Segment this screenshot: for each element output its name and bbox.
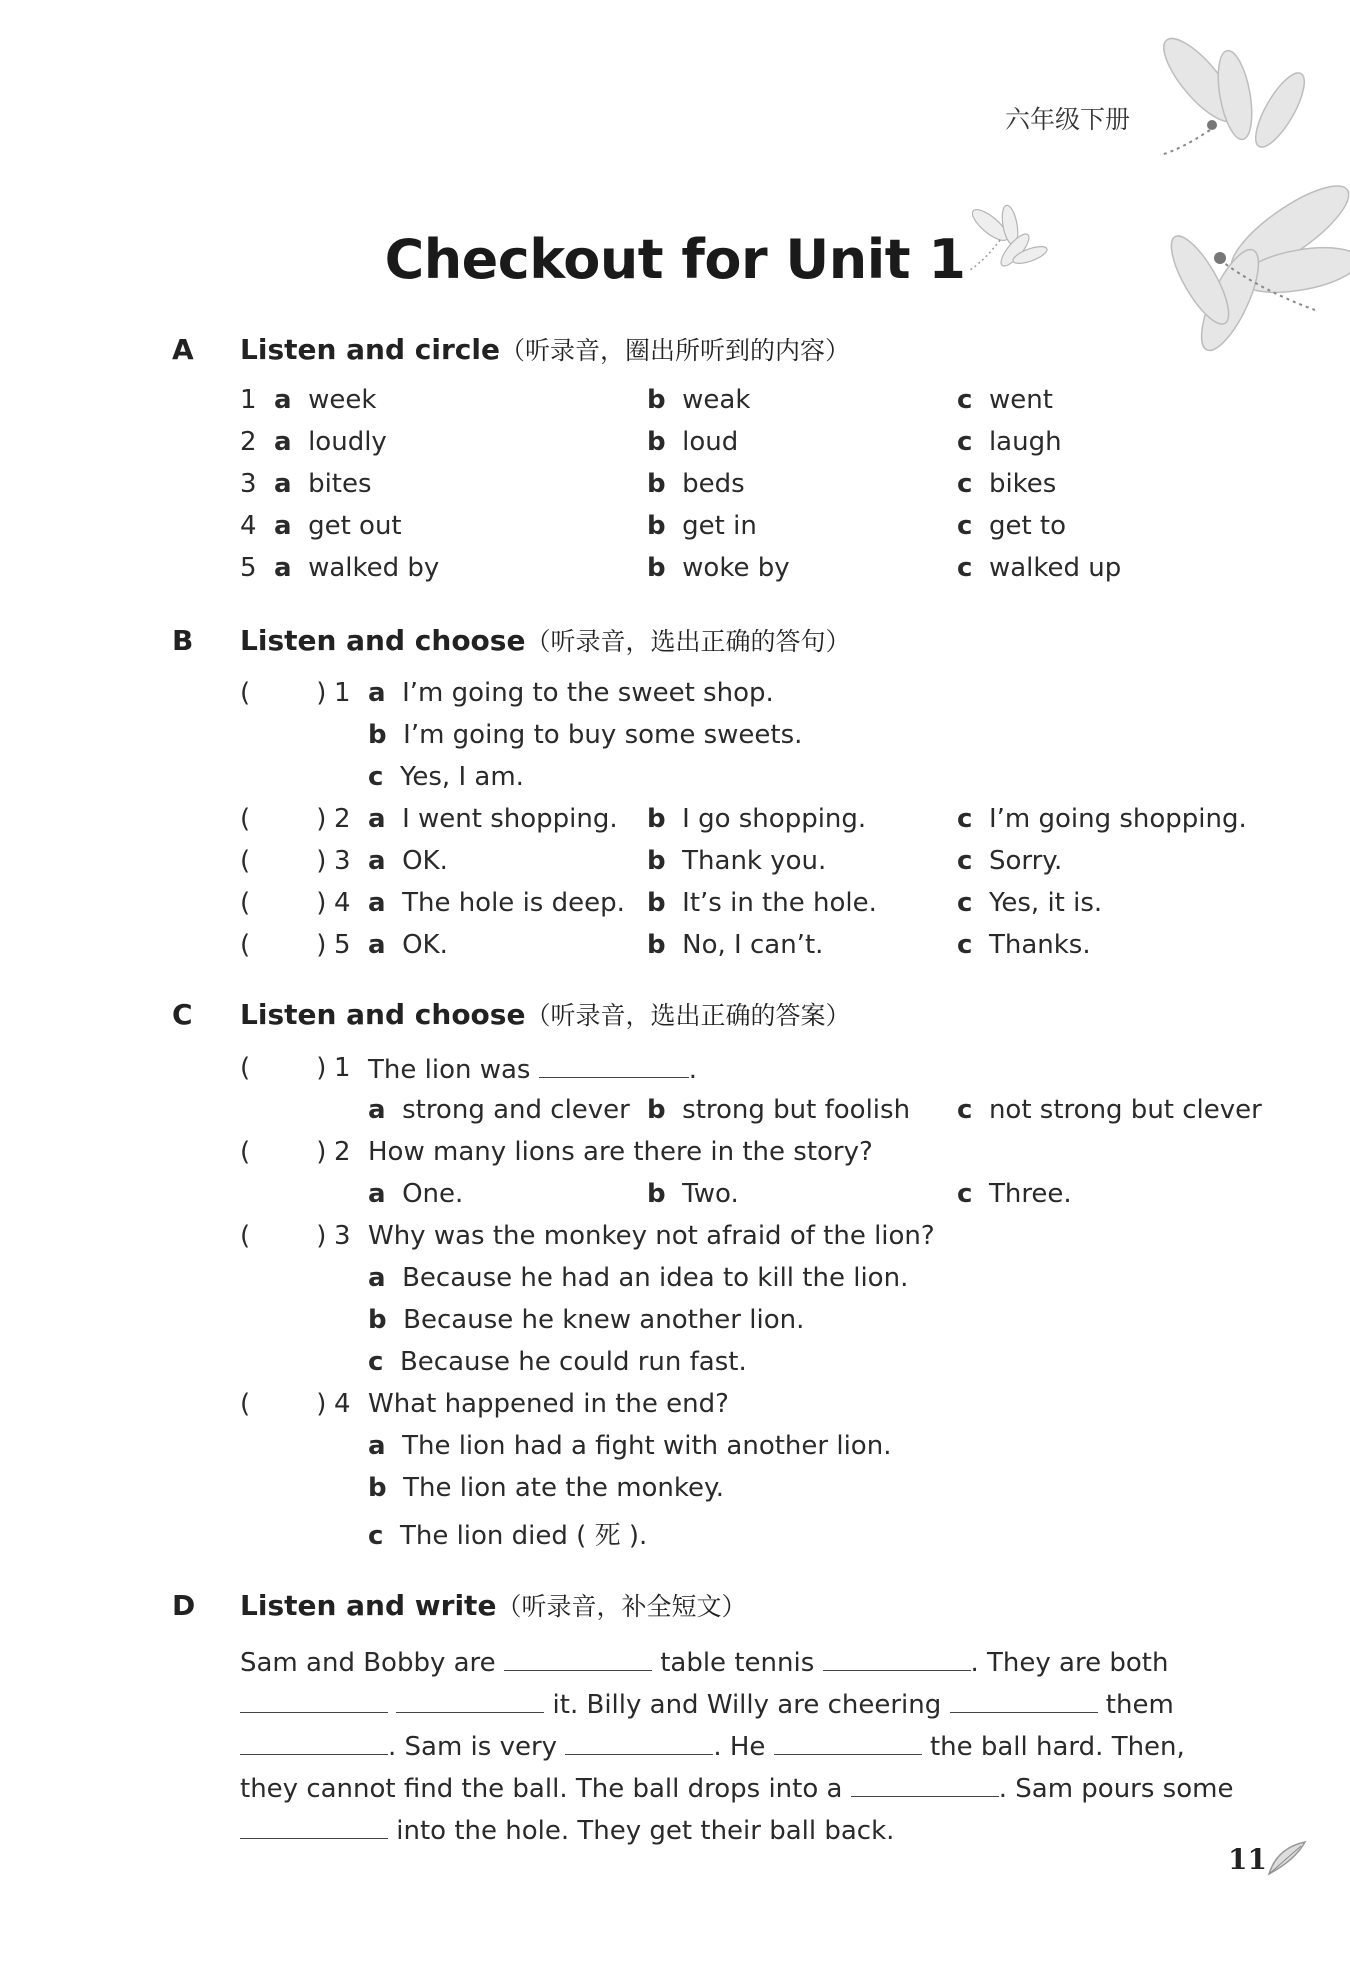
option-c: c laugh	[957, 427, 1062, 457]
option-b-text: The lion ate the monkey.	[403, 1473, 724, 1503]
question-stem: Why was the monkey not afraid of the lion?	[368, 1221, 935, 1251]
fill-blank[interactable]	[504, 1646, 652, 1671]
grade-label: 六年级下册	[1005, 105, 1131, 134]
option-a-text: OK.	[402, 930, 448, 960]
option-b: b The lion ate the monkey.	[368, 1473, 724, 1503]
answer-bracket[interactable]: ( )	[240, 678, 327, 708]
option-a: a The lion had a fight with another lion.	[368, 1431, 892, 1461]
option-c: c Yes, it is.	[957, 888, 1103, 918]
option-c-text[interactable]: get to	[988, 511, 1067, 541]
option-b-text[interactable]: woke by	[682, 553, 790, 583]
option-a: a get out	[274, 511, 402, 541]
option-b-text: Two.	[682, 1179, 739, 1209]
option-c-text: I’m going shopping.	[988, 804, 1247, 834]
section-c-letter: C	[172, 998, 193, 1031]
passage-text: they cannot find the ball. The ball drops into a	[240, 1774, 843, 1804]
question-number-cell	[334, 930, 351, 960]
section-c-title-en: Listen and choose	[240, 998, 526, 1031]
option-c-text[interactable]: laugh	[988, 427, 1062, 457]
option-a: a The hole is deep.	[368, 888, 625, 918]
fill-blank[interactable]	[851, 1772, 999, 1797]
answer-bracket[interactable]: ( )	[240, 1221, 327, 1251]
option-b: b loud	[647, 427, 739, 457]
option-b-text: strong but foolish	[682, 1095, 911, 1125]
question-number: 5	[334, 930, 351, 960]
fill-blank[interactable]	[950, 1688, 1098, 1713]
option-a: a One.	[368, 1179, 464, 1209]
option-c-text: Because he could run fast.	[399, 1347, 747, 1377]
dragonfly-decoration-icon	[1140, 20, 1350, 380]
option-b-text: It’s in the hole.	[682, 888, 877, 918]
option-a-text: Because he had an idea to kill the lion.	[402, 1263, 909, 1293]
option-a: a I went shopping.	[368, 804, 618, 834]
option-a: a I’m going to the sweet shop.	[368, 678, 774, 708]
fill-blank[interactable]	[240, 1730, 388, 1755]
question-stem: What happened in the end?	[368, 1389, 729, 1419]
option-c-text: Yes, it is.	[988, 888, 1103, 918]
passage-text: . Sam is very	[388, 1732, 558, 1762]
section-d-title-en: Listen and write	[240, 1589, 497, 1622]
item-number-cell	[240, 427, 257, 457]
question-number: 4	[334, 888, 351, 918]
section-d-title-zh: （听录音，补全短文）	[496, 1592, 747, 1621]
section-a-letter: A	[172, 333, 194, 366]
passage-text: table tennis	[660, 1648, 815, 1678]
option-b: b strong but foolish	[647, 1095, 911, 1125]
item-number-cell	[240, 511, 257, 541]
section-a-title-zh: （听录音，圈出所听到的内容）	[499, 336, 850, 365]
option-c: c The lion died ( 死 ).	[368, 1521, 648, 1551]
leaf-icon	[1265, 1838, 1310, 1878]
option-b: b No, I can’t.	[647, 930, 824, 960]
passage-text: . They are both	[970, 1648, 1169, 1678]
option-c-text: Yes, I am.	[399, 762, 524, 792]
option-b-text[interactable]: loud	[682, 427, 739, 457]
passage-line-4	[240, 1772, 1233, 1804]
item-number-cell	[240, 469, 257, 499]
passage-text: Sam and Bobby are	[240, 1648, 496, 1678]
passage-line-2	[240, 1688, 1174, 1720]
option-a-text[interactable]: walked by	[308, 553, 440, 583]
item-number: 3	[240, 469, 257, 499]
question-number: 2	[334, 1137, 351, 1167]
section-b-title-zh: （听录音，选出正确的答句）	[525, 627, 851, 656]
option-b: b weak	[647, 385, 751, 415]
section-d-title	[240, 1587, 746, 1623]
question-number: 3	[334, 1221, 351, 1251]
option-c: c Thanks.	[957, 930, 1091, 960]
option-c: c I’m going shopping.	[957, 804, 1247, 834]
section-b-letter: B	[172, 624, 194, 657]
option-b-text[interactable]: get in	[682, 511, 757, 541]
option-b: b Because he knew another lion.	[368, 1305, 805, 1335]
item-number: 2	[240, 427, 257, 457]
passage-text: it. Billy and Willy are cheering	[552, 1690, 942, 1720]
option-b: b Thank you.	[647, 846, 827, 876]
fill-blank[interactable]	[565, 1730, 713, 1755]
option-c: c Yes, I am.	[368, 762, 524, 792]
option-b-text: Thank you.	[682, 846, 827, 876]
option-b: b I’m going to buy some sweets.	[368, 720, 803, 750]
option-b: b beds	[647, 469, 745, 499]
item-number: 5	[240, 553, 257, 583]
option-a-text[interactable]: bites	[308, 469, 372, 499]
section-a-title-en: Listen and circle	[240, 333, 500, 366]
option-b: b woke by	[647, 553, 790, 583]
question-number-cell	[334, 804, 351, 834]
option-a: a Because he had an idea to kill the lion.	[368, 1263, 909, 1293]
answer-bracket[interactable]: ( )	[240, 930, 327, 960]
option-a-text: One.	[402, 1179, 464, 1209]
question-number: 1	[334, 1053, 351, 1083]
option-b: b Two.	[647, 1179, 739, 1209]
option-b-text[interactable]: beds	[682, 469, 745, 499]
answer-bracket[interactable]: ( )	[240, 888, 327, 918]
option-c-text: Sorry.	[988, 846, 1063, 876]
option-a: a OK.	[368, 846, 448, 876]
option-a: a bites	[274, 469, 372, 499]
option-a-text: The hole is deep.	[402, 888, 625, 918]
option-c-text: not strong but clever	[988, 1095, 1262, 1125]
answer-bracket[interactable]: ( )	[240, 1137, 327, 1167]
question-number-cell	[334, 846, 351, 876]
option-c: c went	[957, 385, 1053, 415]
option-b-text: I go shopping.	[682, 804, 867, 834]
passage-text: them	[1105, 1690, 1174, 1720]
option-c-text: Thanks.	[988, 930, 1091, 960]
option-b-text: No, I can’t.	[682, 930, 824, 960]
option-b-text: I’m going to buy some sweets.	[403, 720, 803, 750]
option-a-text[interactable]: week	[308, 385, 377, 415]
option-c-text[interactable]: went	[988, 385, 1053, 415]
option-a-text: I went shopping.	[402, 804, 618, 834]
question-number-cell	[334, 888, 351, 918]
item-number-cell	[240, 385, 257, 415]
option-a-text[interactable]: loudly	[308, 427, 387, 457]
option-c: c Three.	[957, 1179, 1072, 1209]
item-number: 4	[240, 511, 257, 541]
option-c: c bikes	[957, 469, 1057, 499]
question-number: 3	[334, 846, 351, 876]
passage-text: into the hole. They get their ball back.	[396, 1816, 895, 1846]
answer-bracket[interactable]: ( )	[240, 804, 327, 834]
item-number: 1	[240, 385, 257, 415]
option-a-text: OK.	[402, 846, 448, 876]
option-c: c get to	[957, 511, 1067, 541]
page-title: Checkout for Unit 1	[384, 228, 966, 291]
option-b: b It’s in the hole.	[647, 888, 877, 918]
section-b-title-en: Listen and choose	[240, 624, 526, 657]
option-a-text: I’m going to the sweet shop.	[402, 678, 774, 708]
option-b-text[interactable]: weak	[682, 385, 751, 415]
question-stem-text: The lion was	[368, 1055, 531, 1085]
question-number: 1	[334, 678, 351, 708]
passage-text: . He	[713, 1732, 766, 1762]
fill-blank[interactable]	[240, 1814, 388, 1839]
option-b: b get in	[647, 511, 757, 541]
option-b: b I go shopping.	[647, 804, 867, 834]
answer-bracket[interactable]: ( )	[240, 846, 327, 876]
section-a-title	[240, 331, 850, 367]
passage-text: . Sam pours some	[998, 1774, 1234, 1804]
fill-blank[interactable]	[240, 1688, 388, 1713]
answer-bracket[interactable]: ( )	[240, 1389, 327, 1419]
section-c-title	[240, 996, 850, 1032]
fill-blank[interactable]	[774, 1730, 922, 1755]
option-c: c not strong but clever	[957, 1095, 1262, 1125]
option-a: a week	[274, 385, 377, 415]
passage-line-3	[240, 1730, 1185, 1762]
fill-blank[interactable]	[396, 1688, 544, 1713]
option-c-text[interactable]: bikes	[988, 469, 1057, 499]
option-c-text: The lion died ( 死 ).	[399, 1521, 648, 1551]
option-a: a walked by	[274, 553, 440, 583]
question-stem: How many lions are there in the story?	[368, 1137, 873, 1167]
section-b-title	[240, 622, 850, 658]
page-number: 11	[1228, 1843, 1267, 1876]
passage-text: the ball hard. Then,	[929, 1732, 1185, 1762]
option-c: c Sorry.	[957, 846, 1063, 876]
option-c: c Because he could run fast.	[368, 1347, 747, 1377]
question-number: 2	[334, 804, 351, 834]
option-a-text[interactable]: get out	[308, 511, 402, 541]
fill-blank[interactable]	[823, 1646, 971, 1671]
passage-line-5	[240, 1814, 894, 1846]
passage-line-1	[240, 1646, 1168, 1678]
question-number: 4	[334, 1389, 351, 1419]
option-a-text: The lion had a fight with another lion.	[402, 1431, 892, 1461]
option-a-text: strong and clever	[402, 1095, 630, 1125]
option-c-text[interactable]: walked up	[988, 553, 1122, 583]
option-b-text: Because he knew another lion.	[403, 1305, 805, 1335]
fill-blank[interactable]	[539, 1053, 689, 1078]
item-number-cell	[240, 553, 257, 583]
option-c-text: Three.	[988, 1179, 1072, 1209]
answer-bracket[interactable]: ( )	[240, 1053, 327, 1083]
option-a: a strong and clever	[368, 1095, 630, 1125]
section-c-title-zh: （听录音，选出正确的答案）	[525, 1001, 851, 1030]
option-c: c walked up	[957, 553, 1122, 583]
section-d-letter: D	[172, 1589, 196, 1622]
question-stem: The lion was .	[368, 1055, 697, 1085]
option-a: a loudly	[274, 427, 387, 457]
option-a: a OK.	[368, 930, 448, 960]
